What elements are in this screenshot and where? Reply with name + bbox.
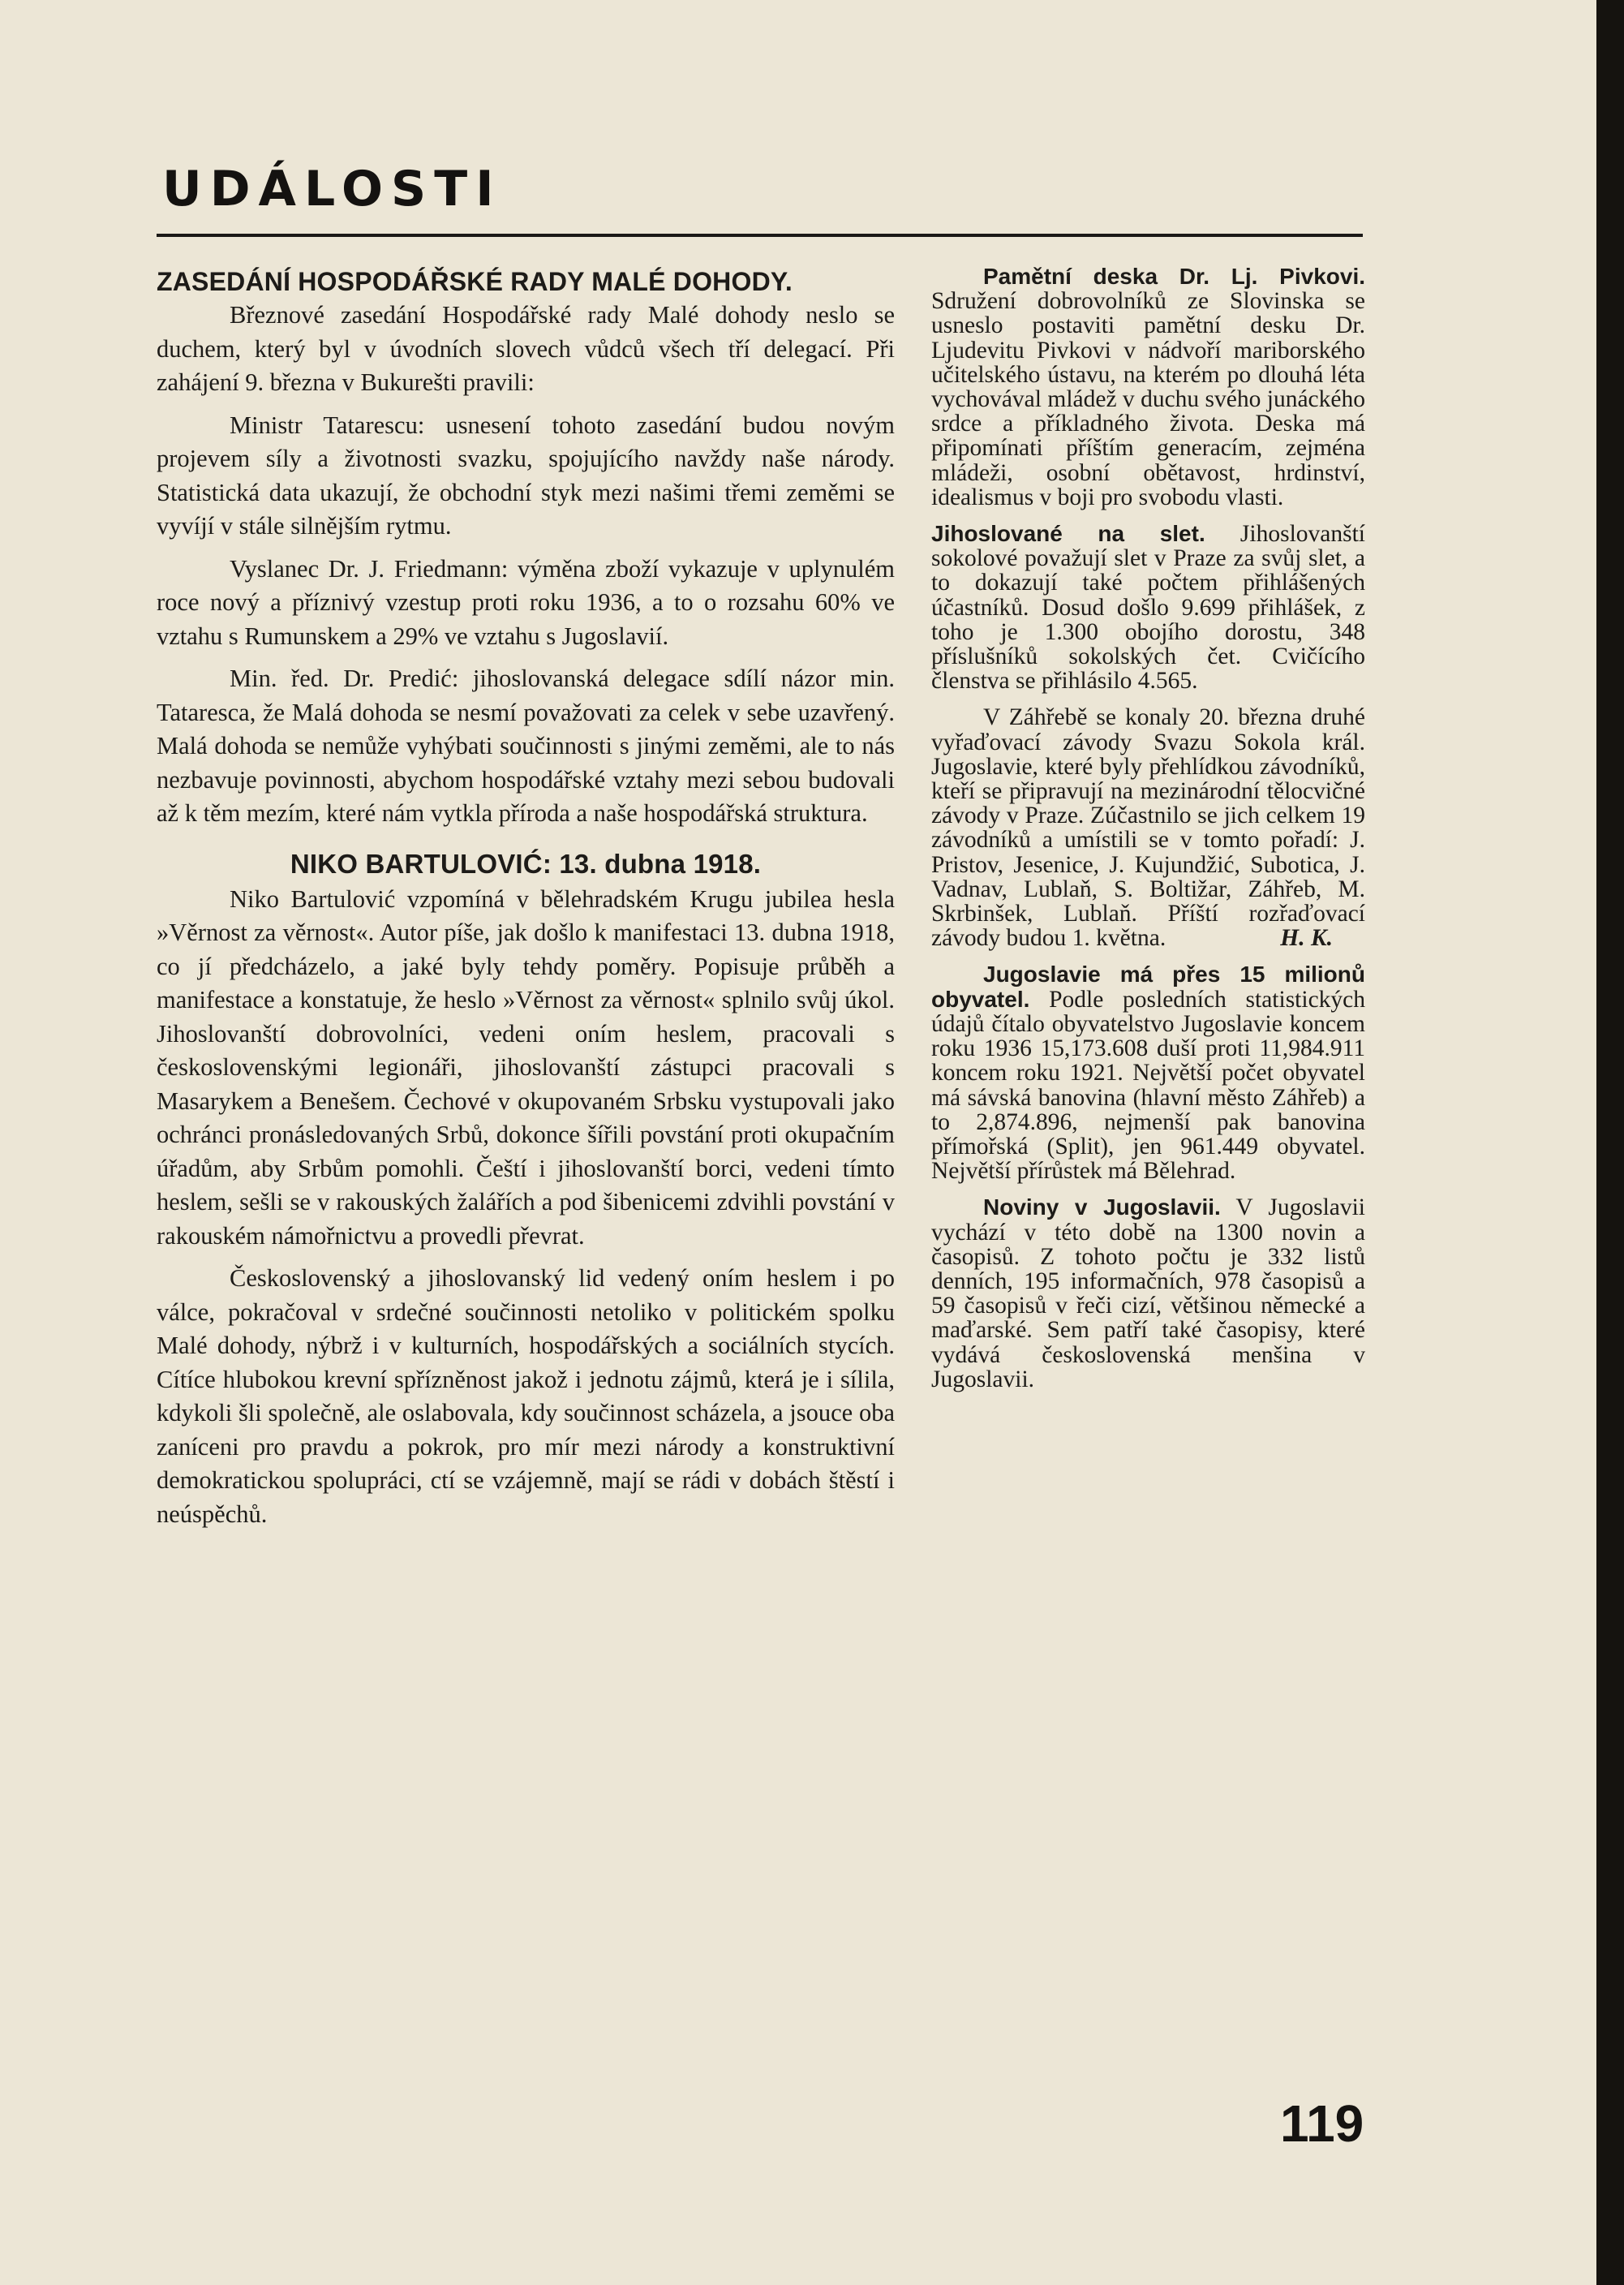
author-signature: H. K. — [1280, 925, 1333, 952]
section-title: UDÁLOSTI — [162, 161, 502, 217]
news-heading: Noviny v Jugoslavii. — [983, 1194, 1221, 1220]
paragraph: Niko Bartulović vzpomíná v bělehradském Krugu jubilea hesla »Věrnost za věrnost«. Autor píše, jak došlo k manifestaci 13. dubna 1918, co jí předcházelo, a jaké byly tehdy poměry. Popisuje průběh a manifestace a konstatuje, že heslo »Věrnost za věrnost« splnilo svůj úkol. Jihoslovanští dobrovolníci, vedeni oním heslem, pracovali s československými legionáři, jihoslovanští zástupci pracovali s Masarykem a Benešem. Čechové v okupovaném Srbsku vystupovali jako ochránci pronásledovaných Srbů, dokonce šířili povstání proti okupačním úřadům, aby Srbům pomohli. Čeští i jihoslovanští borci, vedeni tímto heslem, sešli se v rakouských žalářích a pod šibenicemi zdvihli povstání v rakouském námořnictvu a provedli převrat. — [157, 884, 895, 1250]
right-column — [931, 265, 1365, 1404]
news-text: Podle posledních statistických údajů čítalo obyvatelstvo Jugoslavie koncem roku 1936 15,173.608 duší proti 11,984.911 koncem roku 1921. Největší počet obyvatel má sávská banovina (hlavní město Záhřeb) a to 2,874.896, nejmenší pak banovina přímořská (Split), jen 961.449 obyvatel. Největší přírůstek má Bělehrad. — [931, 986, 1366, 1185]
news-item-obyvatel — [931, 962, 1365, 1183]
page-number: 119 — [1280, 2094, 1364, 2153]
news-text: V Jugoslavii vychází v této době na 1300 novin a časopisů. Z tohoto počtu je 332 listů denních, 195 informačních, 978 časopisů a 59 časopisů v řeči cizí, většinou německé a maďarské. Sem patří také časopisy, které vydává československá menšina v Jugoslavii. — [931, 1194, 1365, 1392]
paragraph: Březnové zasedání Hospodářské rady Malé dohody neslo se duchem, který byl v úvodních slovech vůdců všech tří delegací. Při zahájení 9. března v Bukurešti pravili: — [157, 301, 895, 396]
page-edge-shadow — [1596, 0, 1624, 2285]
news-item-noviny — [931, 1195, 1365, 1392]
article-heading-hospodarska-rada: ZASEDÁNÍ HOSPODÁŘSKÉ RADY MALÉ DOHODY. — [157, 267, 793, 296]
news-item-slet — [931, 522, 1365, 693]
paragraph: Československý a jihoslovanský lid vedený oním heslem i po válce, pokračoval v srdečné součinnosti netoliko v politickém spolku Malé dohody, nýbrž i v kulturních, hospodářských a sociálních stycích. Cítíce hlubokou krevní spřízněnost jakož i jednotu zájmů, která je i sílila, kdykoli šli společně, ale oslabovala, kdy součinnost scházela, a jsouce oba zaníceni pro pravdu a pokrok, pro mír mezi národy a konstruktivní demokratickou spolupráci, ctí se vzájemně, mají se rádi v dobách štěstí i neúspěchů. — [157, 1264, 895, 1528]
paragraph: Ministr Tatarescu: usnesení tohoto zasedání budou novým projevem síly a životnosti svazku, spojujícího navždy naše národy. Statistická data ukazují, že obchodní styk mezi našimi třemi zeměmi se vyvíjí v stále silnějším rytmu. — [157, 411, 895, 540]
news-heading: Jugoslavie má přes 15 milionů obyvatel. — [931, 962, 1365, 1012]
news-text: V Záhřebě se konaly 20. března druhé vyřaďovací závody Svazu Sokola král. Jugoslavie, které byly přehlídkou závodníků, kteří se připravují na mezinárodní tělocvičné závody v Praze. Zúčastnilo se jich celkem 19 závodníků a umístili se v tomto pořadí: J. Pristov, Jesenice, J. Kujundžić, Subotica, J. Vadnav, Lublaň, S. Boltižar, Záhřeb, M. Skrbinšek, Lublaň. Příští rozřaďovací závody budou 1. května. — [931, 704, 1365, 952]
news-text: Sdružení dobrovolníků ze Slovinska se usneslo postaviti pamětní desku Dr. Ljudevitu Pivkovi v nádvoří mariborského učitelského ústavu, na kterém po dlouhá léta vychovával mládež v duchu svého junáckého srdce a příkladného života. Deska má připomínati příštím generacím, zejména mládeži, osobní obětavost, hrdinství, idealismus v boji pro svobodu vlasti. — [931, 288, 1365, 510]
paragraph: Vyslanec Dr. J. Friedmann: výměna zboží vykazuje v uplynulém roce nový a příznivý vzestup proti roku 1936, a to o rozsahu 60% ve vztahu s Rumunskem a 29% ve vztahu s Jugoslavií. — [157, 554, 895, 650]
news-heading: Pamětní deska Dr. Lj. Pivkovi. — [983, 264, 1365, 289]
news-item-zavody — [931, 705, 1365, 950]
news-heading: Jihoslované na slet. — [931, 521, 1205, 547]
title-rule — [157, 234, 1363, 237]
paragraph: Min. řed. Dr. Predić: jihoslovanská delegace sdílí názor min. Tataresca, že Malá dohoda se nesmí považovati za celek v sebe uzavřený. Malá dohoda se nemůže vyhýbati součinnosti s jinými zeměmi, ale to nás nezbavuje povinnosti, abychom hospodářské vztahy mezi sebou budovali až k těm mezím, které nám vytkla příroda a naše hospodářská struktura. — [157, 665, 895, 827]
article-heading-bartulovic: NIKO BARTULOVIĆ: 13. dubna 1918. — [290, 848, 762, 879]
news-item-pivko — [931, 265, 1365, 510]
news-text: Jihoslovanští sokolové považují slet v Praze za svůj slet, a to dokazují také počtem přihlášených účastníků. Dosud došlo 9.699 přihlášek, z toho je 1.300 obojího dorostu, 348 příslušníků sokolských čet. Cvičícího členstva se přihlásilo 4.565. — [931, 521, 1365, 695]
left-column — [157, 265, 895, 1540]
